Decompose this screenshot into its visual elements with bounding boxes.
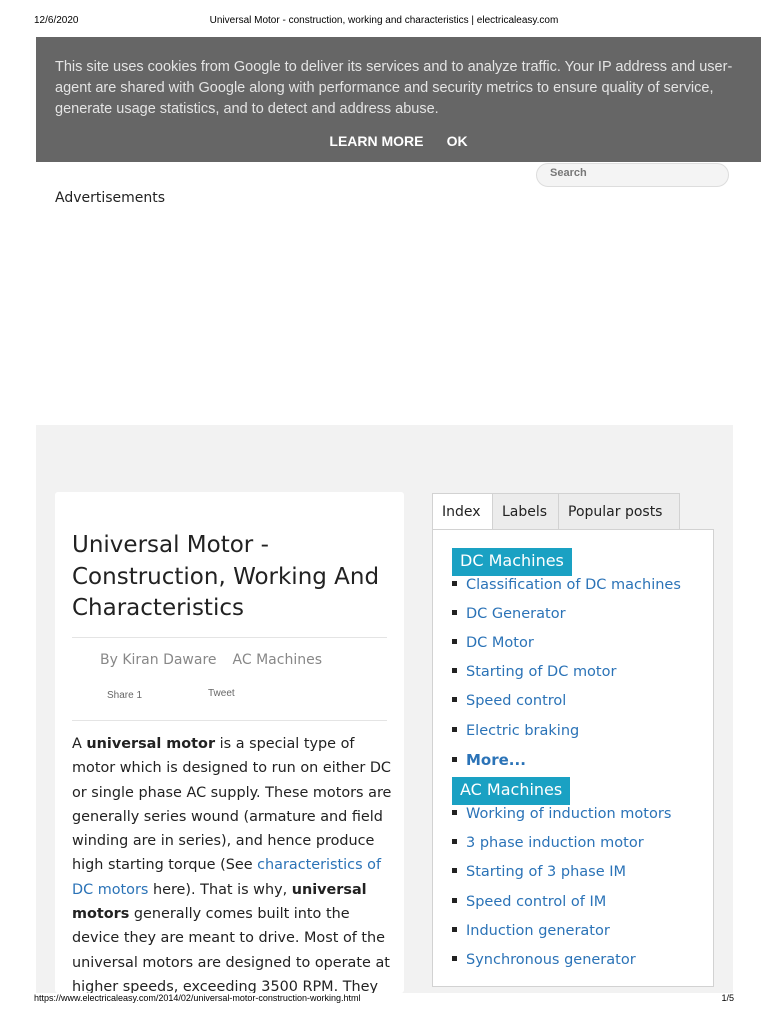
tab-popular-posts[interactable]: Popular posts xyxy=(558,493,680,530)
page-number: 1/5 xyxy=(721,993,734,1003)
ok-button[interactable]: OK xyxy=(446,133,468,149)
section-dc-machines[interactable]: DC Machines xyxy=(452,548,572,576)
bullet-icon xyxy=(452,727,457,732)
cookie-actions xyxy=(36,131,761,150)
post-body xyxy=(72,732,392,993)
index-link[interactable]: Starting of DC motor xyxy=(452,664,616,680)
bullet-icon xyxy=(452,610,457,615)
share-divider xyxy=(72,720,387,721)
section-ac-machines[interactable]: AC Machines xyxy=(452,777,570,805)
index-link[interactable]: Speed control of IM xyxy=(452,894,606,910)
post-title: Universal Motor - Construction, Working And Characteristics xyxy=(72,532,380,621)
bullet-icon xyxy=(452,639,457,644)
index-link[interactable]: Speed control xyxy=(452,693,566,709)
print-title: Universal Motor - construction, working and characteristics | electricaleasy.com xyxy=(209,15,559,26)
post-card xyxy=(55,492,404,993)
share-button[interactable]: Share 1 xyxy=(107,690,143,701)
bullet-icon xyxy=(452,898,457,903)
tweet-button[interactable]: Tweet xyxy=(208,688,235,699)
bullet-icon xyxy=(452,581,457,586)
bullet-icon xyxy=(452,956,457,961)
bullet-icon xyxy=(452,668,457,673)
bullet-icon xyxy=(452,697,457,702)
print-date: 12/6/2020 xyxy=(34,15,79,26)
tab-labels[interactable]: Labels xyxy=(492,493,559,530)
learn-more-button[interactable]: LEARN MORE xyxy=(329,133,424,149)
search-input[interactable]: Search xyxy=(536,163,729,187)
bullet-icon xyxy=(452,757,457,762)
bullet-icon xyxy=(452,839,457,844)
tab-index[interactable]: Index xyxy=(432,493,493,530)
byline xyxy=(100,652,322,668)
index-link[interactable]: Starting of 3 phase IM xyxy=(452,864,626,880)
bullet-icon xyxy=(452,927,457,932)
body-text: A xyxy=(72,736,87,752)
bullet-icon xyxy=(452,868,457,873)
sidebar-index-panel xyxy=(432,529,714,987)
index-link[interactable]: DC Motor xyxy=(452,635,534,651)
cookie-message: This site uses cookies from Google to deliver its services and to analyze traffic. Your IP address and user-agent are shared with Google along with performance and security metrics to ensure quality of service, generate usage statistics, and to detect and address abuse. xyxy=(55,59,733,117)
body-bold: universal motor xyxy=(86,736,216,752)
index-link[interactable]: 3 phase induction motor xyxy=(452,835,644,851)
index-link[interactable]: Working of induction motors xyxy=(452,806,671,822)
title-divider xyxy=(72,637,387,638)
print-header xyxy=(0,15,768,29)
body-bold: universal motors xyxy=(72,881,367,923)
body-text: here). That is why, xyxy=(148,881,292,898)
characteristics-link[interactable]: characteristics of DC motors xyxy=(72,857,382,898)
index-link[interactable]: DC Generator xyxy=(452,606,566,622)
body-text: is a special type of motor which is designed to run on either DC or single phase AC supply. These motors are generally series wound (armature and field winding are in series), and hence produce high starting torque (See xyxy=(72,736,392,874)
body-text: generally comes built into the device they are meant to drive. Most of the universal motors are designed to operate at higher speeds, exceeding 3500 RPM. They xyxy=(72,906,390,993)
advertisements-label: Advertisements xyxy=(55,190,166,206)
cookie-banner xyxy=(36,37,761,162)
index-link[interactable]: Induction generator xyxy=(452,923,610,939)
print-url: https://www.electricaleasy.com/2014/02/universal-motor-construction-working.html xyxy=(34,993,361,1003)
index-link[interactable]: Synchronous generator xyxy=(452,952,636,968)
index-link[interactable]: Electric braking xyxy=(452,723,579,739)
category-link[interactable]: AC Machines xyxy=(232,652,322,668)
index-link[interactable]: Classification of DC machines xyxy=(452,577,681,593)
more-link[interactable]: More... xyxy=(452,751,526,769)
bullet-icon xyxy=(452,810,457,815)
print-footer xyxy=(0,993,768,1007)
author[interactable]: By Kiran Daware xyxy=(100,652,217,668)
